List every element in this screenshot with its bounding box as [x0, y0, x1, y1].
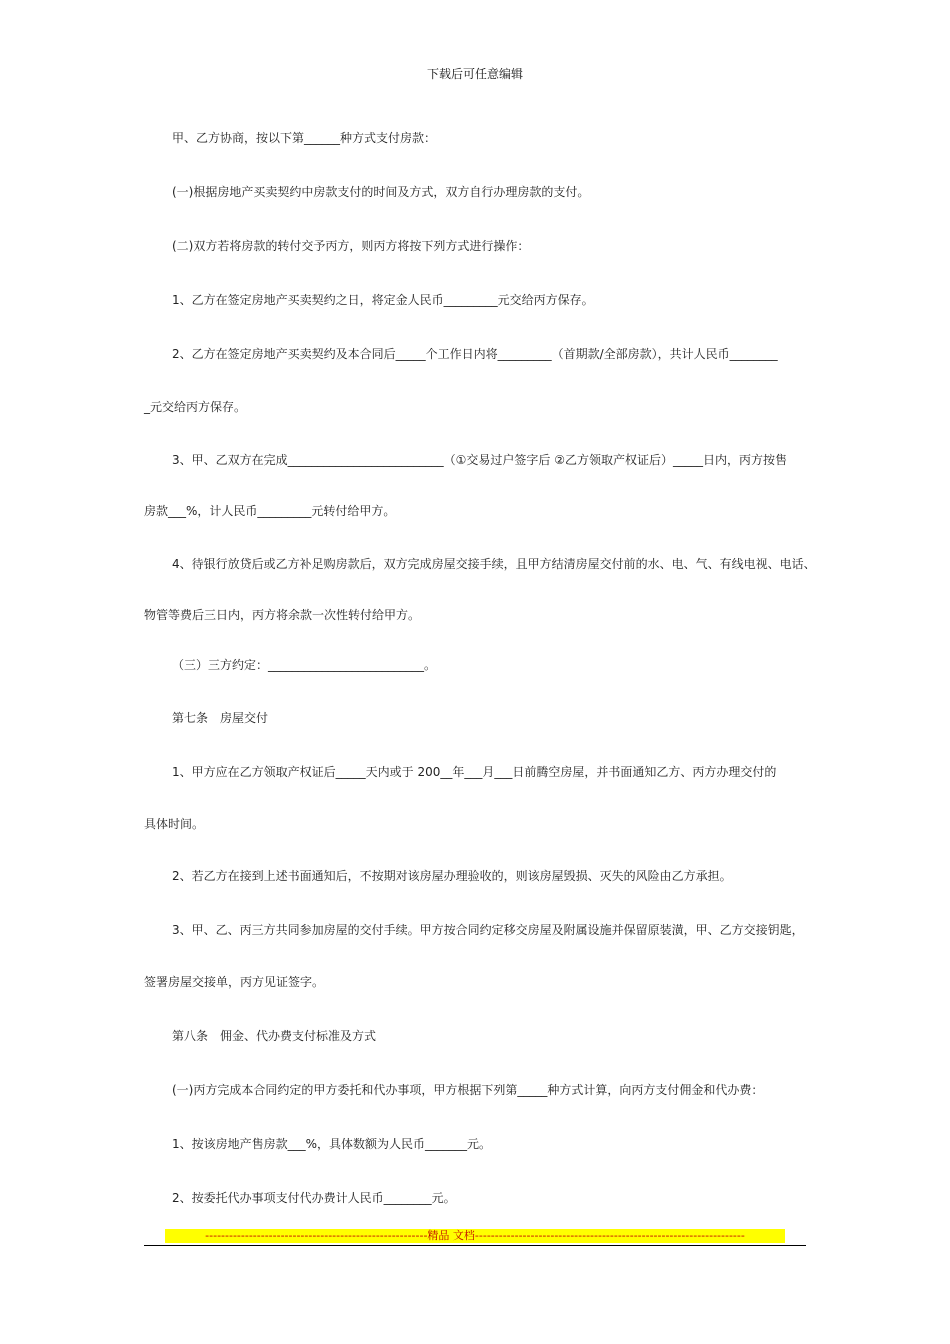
paragraph-item-2-continued: _元交给丙方保存。 [144, 400, 247, 414]
article-7-item-3-continued: 签署房屋交接单，丙方见证签字。 [144, 975, 325, 989]
article-7-item-1: 1、甲方应在乙方领取产权证后_____天内或于 200__年___月___日前腾空房屋，并书面通知乙方、丙方办理交付的 [172, 765, 777, 779]
paragraph-payment-method: 甲、乙方协商，按以下第______种方式支付房款： [172, 131, 437, 145]
paragraph-option-three: （三）三方约定：__________________________。 [172, 658, 437, 672]
paragraph-item-3-continued: 房款___%，计人民币_________元转付给甲方。 [144, 504, 396, 518]
footer-divider [144, 1245, 806, 1246]
article-7-item-1-continued: 具体时间。 [144, 817, 205, 831]
paragraph-option-one: (一)根据房地产买卖契约中房款支付的时间及方式，双方自行办理房款的支付。 [172, 185, 590, 199]
article-8-heading: 第八条 佣金、代办费支付标准及方式 [172, 1029, 377, 1043]
footer-banner: --------------------------------------------------------精品 文档-------------------------------------------------------------------- [165, 1229, 785, 1243]
paragraph-item-4-continued: 物管等费后三日内，丙方将余款一次性转付给甲方。 [144, 608, 421, 622]
paragraph-option-two: (二)双方若将房款的转付交予丙方，则丙方将按下列方式进行操作： [172, 239, 530, 253]
article-7-item-3: 3、甲、乙、丙三方共同参加房屋的交付手续。甲方按合同约定移交房屋及附属设施并保留原装潢，甲、乙方交接钥匙， [172, 923, 804, 937]
article-8-item-2: 2、按委托代办事项支付代办费计人民币________元。 [172, 1191, 456, 1205]
paragraph-item-4: 4、待银行放贷后或乙方补足购房款后，双方完成房屋交接手续，且甲方结清房屋交付前的水、电、气、有线电视、电话、 [172, 557, 816, 571]
page-header: 下载后可任意编辑 [426, 67, 523, 81]
paragraph-item-1: 1、乙方在签定房地产买卖契约之日，将定金人民币_________元交给丙方保存。 [172, 293, 594, 307]
paragraph-item-2: 2、乙方在签定房地产买卖契约及本合同后_____个工作日内将_________（首期款/全部房款），共计人民币________ [172, 347, 778, 361]
article-8-item-1: 1、按该房地产售房款___%，具体数额为人民币_______元。 [172, 1137, 492, 1151]
article-8-option-one: (一)丙方完成本合同约定的甲方委托和代办事项，甲方根据下列第_____种方式计算，向丙方支付佣金和代办费： [172, 1083, 764, 1097]
paragraph-item-3: 3、甲、乙双方在完成__________________________（①交易过户签字后 ②乙方领取产权证后）_____日内，丙方按售 [172, 453, 787, 467]
article-7-item-2: 2、若乙方在接到上述书面通知后，不按期对该房屋办理验收的，则该房屋毁损、灭失的风险由乙方承担。 [172, 869, 732, 883]
article-7-heading: 第七条 房屋交付 [172, 711, 269, 725]
